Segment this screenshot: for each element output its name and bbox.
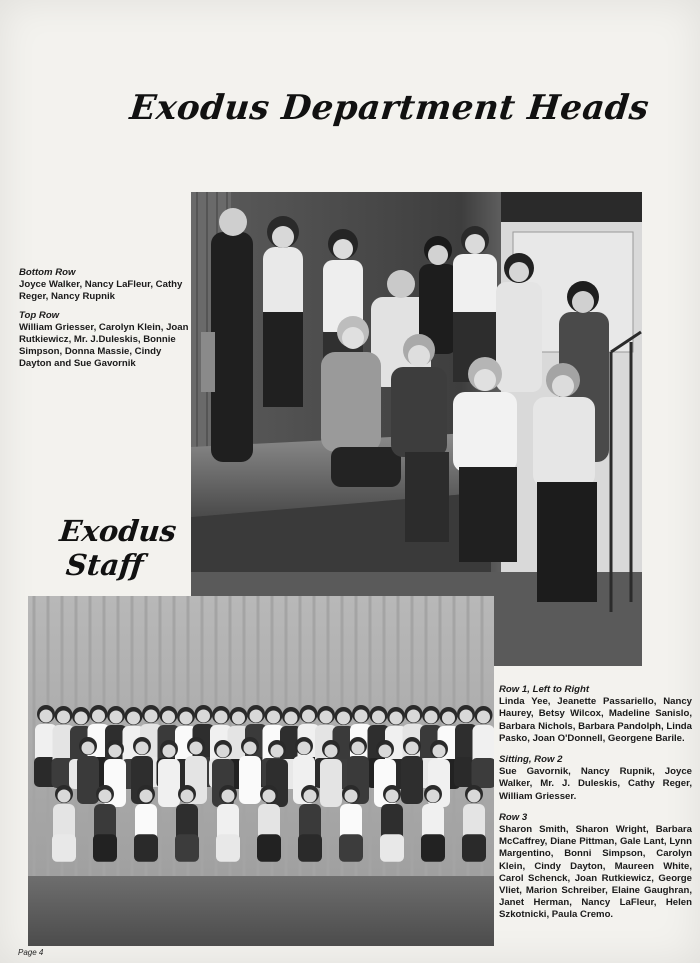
- staff-caption: [499, 684, 692, 922]
- department-heads-caption: [19, 267, 191, 371]
- top-row-names: William Griesser, Carolyn Klein, Joan Rutkiewicz, Mr. J.Duleskis, Bonnie Simpson, Donna Massie, Cindy Dayton and Sue Gavornik: [19, 321, 189, 370]
- page-number: Page 4: [18, 948, 44, 957]
- page-title: Exodus Department Heads: [127, 88, 652, 128]
- row1-heading: Row 1, Left to Right: [499, 684, 590, 695]
- staff-title-line2: Staff: [64, 548, 146, 582]
- department-heads-photo: [191, 192, 642, 666]
- row3-heading: Row 3: [499, 811, 528, 823]
- department-heads-photo-image: [191, 192, 642, 666]
- staff-title-line1: Exodus: [58, 514, 179, 548]
- row2-names: Sue Gavornik, Nancy Rupnik, Joyce Walker, Mr. J. Duleskis, Cathy Reger, William Griesser.: [499, 766, 692, 802]
- top-row-heading: Top Row: [19, 309, 60, 321]
- staff-photo-image: [28, 596, 494, 946]
- bottom-row-heading: Bottom Row: [19, 267, 76, 278]
- row1-names: Linda Yee, Jeanette Passariello, Nancy Haurey, Betsy Wilcox, Madeline Sanislo, Barbara Nichols, Barbara Pandolph, Linda Pasko, Joan O'Donnell, Georgene Barile.: [499, 696, 692, 744]
- staff-title: [54, 514, 178, 582]
- staff-photo: [28, 596, 494, 946]
- row2-heading: Sitting, Row 2: [499, 754, 563, 766]
- bottom-row-names: Joyce Walker, Nancy LaFleur, Cathy Reger, Nancy Rupnik: [19, 279, 183, 303]
- row3-names: Sharon Smith, Sharon Wright, Barbara McCaffrey, Diane Pittman, Gale Lant, Lynn Margentino, Bonni Simpson, Carolyn Klein, Cindy Dayton, Maureen White, Carol Schenck, Joan Rutkiewicz, George Vliet, Marion Schreiber, Elaine Gaughran, Janet Herman, Nancy LaFleur, Helen Szkotnicki, Paula Cremo.: [499, 824, 692, 921]
